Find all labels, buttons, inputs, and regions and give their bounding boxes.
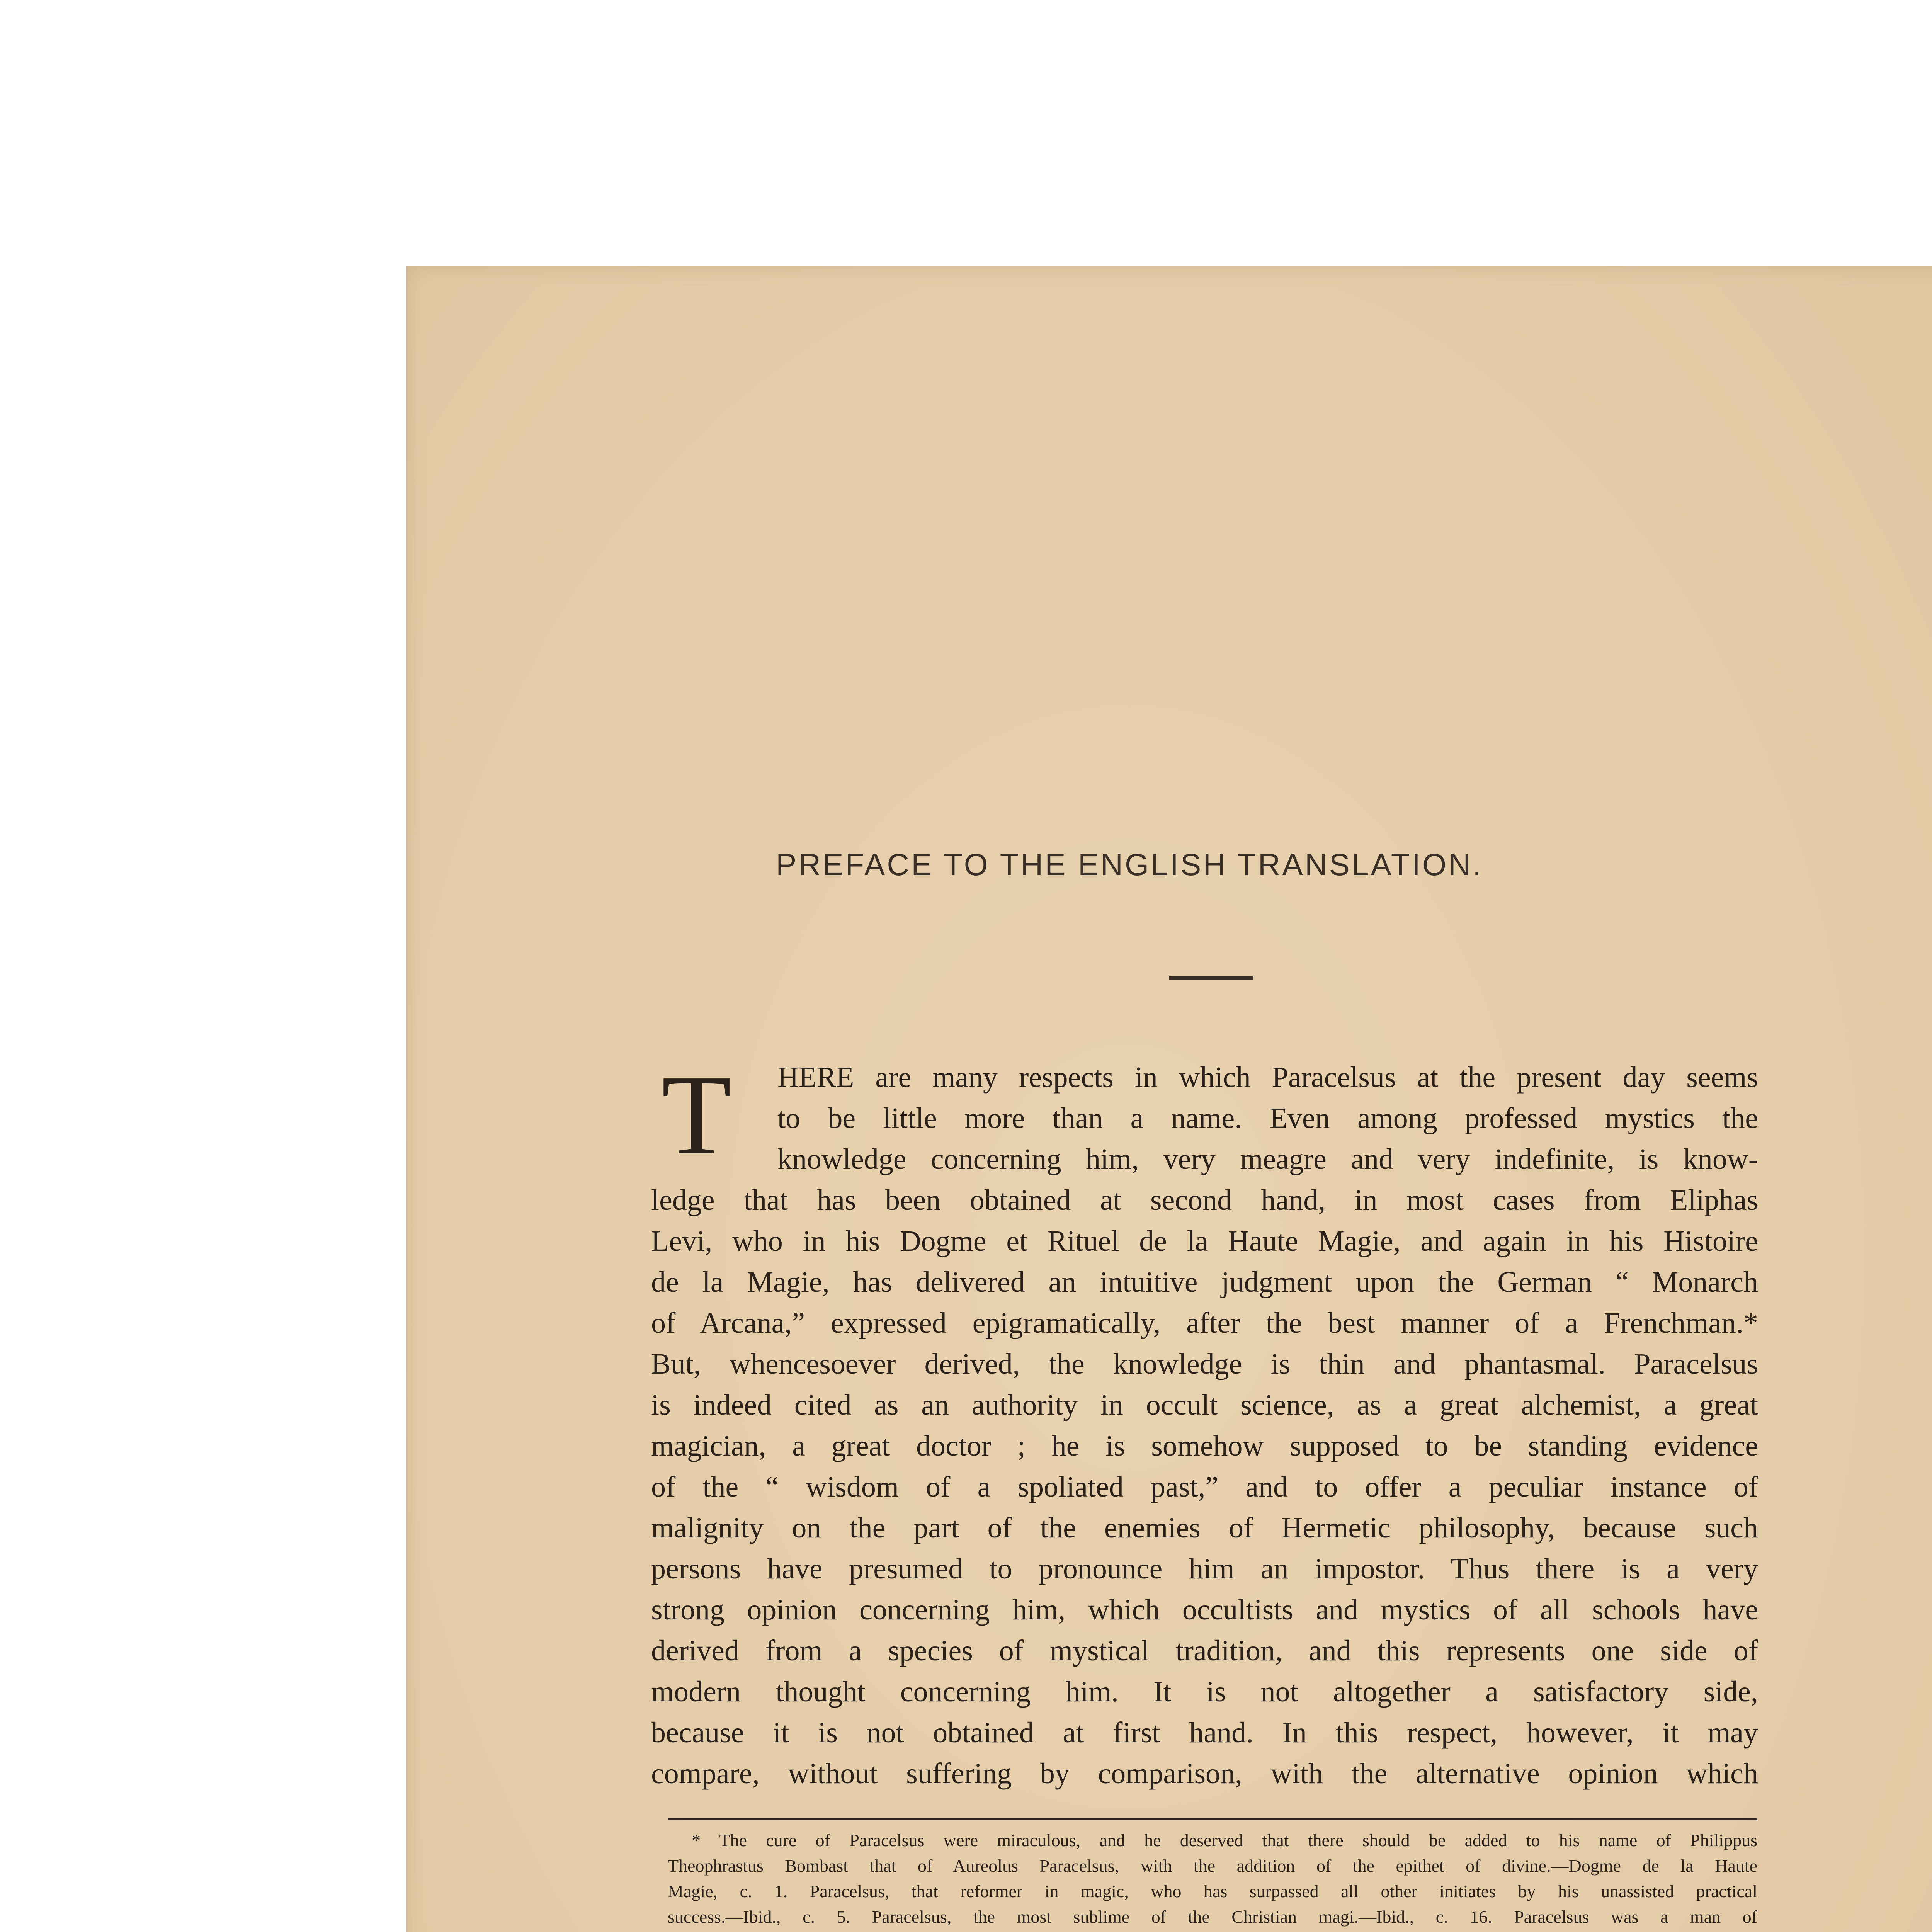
body-line: de la Magie, has delivered an intuitive judgment upon the German “ Monarch <box>651 1266 1758 1298</box>
drop-cap: T <box>662 1052 731 1179</box>
body-line: to be little more than a name. Even among professed mystics the <box>777 1102 1758 1134</box>
body-line: compare, without suffering by comparison, with the alternative opinion which <box>651 1757 1758 1790</box>
footnote-line: Theophrastus Bombast that of Aureolus Paracelsus, with the addition of the epithet of divine.—Dogme de la Haute <box>668 1856 1757 1876</box>
body-line: HERE are many respects in which Paracelsus at the present day seems <box>777 1061 1758 1094</box>
body-line: modern thought concerning him. It is not altogether a satisfactory side, <box>651 1675 1758 1708</box>
body-line: Levi, who in his Dogme et Rituel de la Haute Magie, and again in his Histoire <box>651 1225 1758 1257</box>
footnote-line: success.—Ibid., c. 5. Paracelsus, the most sublime of the Christian magi.—Ibid., c. 16. Paracelsus was a man of <box>668 1907 1757 1927</box>
body-line: because it is not obtained at first hand. In this respect, however, it may <box>651 1716 1758 1749</box>
body-line: of Arcana,” expressed epigramatically, after the best manner of a Frenchman.* <box>651 1307 1758 1339</box>
body-line: magician, a great doctor ; he is somehow supposed to be standing evidence <box>651 1430 1758 1462</box>
footnote-rule <box>668 1818 1757 1820</box>
title-rule <box>1169 976 1253 980</box>
footnote-line: Magie, c. 1. Paracelsus, that reformer in magic, who has surpassed all other initiates by his unassisted practical <box>668 1881 1757 1901</box>
body-line: persons have presumed to pronounce him an impostor. Thus there is a very <box>651 1553 1758 1585</box>
body-line: But, whencesoever derived, the knowledge is thin and phantasmal. Paracelsus <box>651 1348 1758 1380</box>
page-title: PREFACE TO THE ENGLISH TRANSLATION. <box>776 847 1483 882</box>
body-line: derived from a species of mystical tradition, and this represents one side of <box>651 1634 1758 1667</box>
body-line: strong opinion concerning him, which occultists and mystics of all schools have <box>651 1594 1758 1626</box>
body-line: malignity on the part of the enemies of Hermetic philosophy, because such <box>651 1512 1758 1544</box>
footnote-line: * The cure of Paracelsus were miraculous, and he deserved that there should be added to his name of Philippus <box>692 1830 1757 1850</box>
body-line: ledge that has been obtained at second hand, in most cases from Eliphas <box>651 1184 1758 1216</box>
body-line: of the “ wisdom of a spoliated past,” and to offer a peculiar instance of <box>651 1471 1758 1503</box>
body-line: is indeed cited as an authority in occult science, as a great alchemist, a great <box>651 1389 1758 1421</box>
body-line: knowledge concerning him, very meagre and very indefinite, is know- <box>777 1143 1758 1175</box>
